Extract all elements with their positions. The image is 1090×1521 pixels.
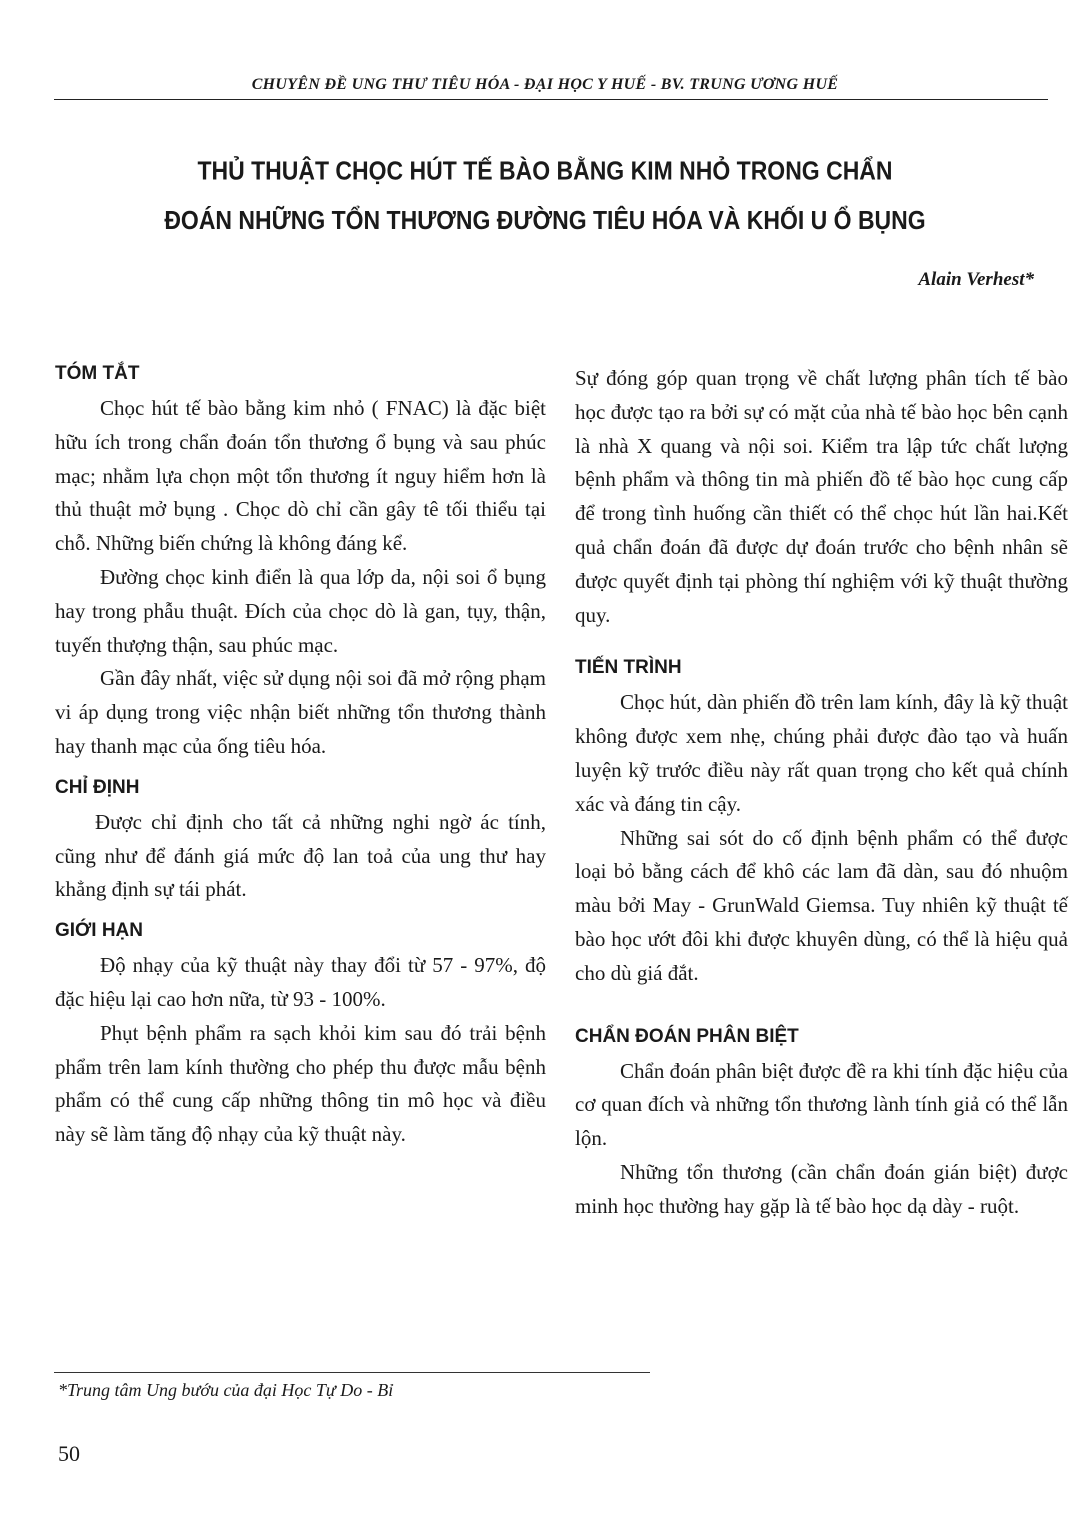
paragraph: Chẩn đoán phân biệt được đề ra khi tính đặc hiệu của cơ quan đích và những tổn thương lành tính giả có thể lẫn lộn. <box>575 1058 1068 1151</box>
paragraph: Những sai sót do cố định bệnh phẩm có thể được loại bỏ bằng cách để khô các lam đã dàn, sau đó nhuộm màu bởi May - GrunWald Giemsa. Tuy nhiên kỹ thuật tế bào học ướt đôi khi được khuyên dùng, có thể là hiệu quả cho dù giá đắt. <box>575 825 1068 985</box>
paragraph: Những tổn thương (cần chẩn đoán gián biệt) được minh học thường hay gặp là tế bào học dạ dày - ruột. <box>575 1159 1068 1218</box>
paragraph: Được chỉ định cho tất cả những nghi ngờ ác tính, cũng như để đánh giá mức độ lan toả của ung thư hay khẳng định sự tái phát. <box>55 809 546 902</box>
paragraph: Chọc hút, dàn phiến đồ trên lam kính, đây là kỹ thuật không được xem nhẹ, chúng phải được đào tạo và huấn luyện kỹ trước điều này rất quan trọng cho kết quả chính xác và đáng tin cậy. <box>575 690 1068 816</box>
paragraph: Đường chọc kinh điển là qua lớp da, nội soi ổ bụng hay trong phẫu thuật. Đích của chọc dò là gan, tụy, thận, tuyến thượng thận, sau phúc mạc. <box>55 564 546 657</box>
author: Alain Verhest* <box>918 269 1034 290</box>
heading-chan-doan-phan-biet: CHẨN ĐOÁN PHÂN BIỆT <box>575 1025 799 1047</box>
title-line-1: THỦ THUẬT CHỌC HÚT TẾ BÀO BẰNG KIM NHỎ TRONG CHẨN <box>197 156 893 186</box>
footnote: *Trung tâm Ung bướu của đại Học Tự Do - Bỉ <box>58 1380 394 1400</box>
running-header: CHUYÊN ĐỀ UNG THƯ TIÊU HÓA - ĐẠI HỌC Y HUẾ - BV. TRUNG ƯƠNG HUẾ <box>251 76 839 93</box>
paragraph: Sự đóng góp quan trọng về chất lượng phân tích tế bào học được tạo ra bởi sự có mặt của nhà tế bào học bên cạnh là nhà X quang và nội soi. Kiểm tra lập tức chất lượng bệnh phẩm và thông tin mà phiến đồ tế bào học cung cấp để trong tình huống cần thiết có thể chọc hút lần hai.Kết quả chẩn đoán đã được dự đoán trước cho bệnh nhân sẽ được quyết định tại phòng thí nghiệm với kỹ thuật thường quy. <box>575 366 1068 627</box>
paragraph: Gần đây nhất, việc sử dụng nội soi đã mở rộng phạm vi áp dụng trong việc nhận biết những tổn thương thành hay thanh mạc của ống tiêu hóa. <box>55 666 546 758</box>
article-title <box>100 146 990 245</box>
left-column <box>55 362 546 1152</box>
heading-tom-tat: TÓM TẮT <box>55 363 140 384</box>
heading-gioi-han: GIỚI HẠN <box>55 920 143 942</box>
header-rule <box>54 99 1048 100</box>
title-line-2: ĐOÁN NHỮNG TỔN THƯƠNG ĐƯỜNG TIÊU HÓA VÀ KHỐI U Ổ BỤNG <box>164 205 926 235</box>
paragraph: Chọc hút tế bào bằng kim nhỏ ( FNAC) là đặc biệt hữu ích trong chẩn đoán tổn thương ổ bụng và sau phúc mạc; nhằm lựa chọn một tổn thương ít nguy hiểm hơn là thủ thuật mở bụng . Chọc dò chỉ cần gây tê tối thiểu tại chỗ. Những biến chứng là không đáng kể. <box>55 396 546 556</box>
paragraph: Độ nhạy của kỹ thuật này thay đổi từ 57 - 97%, độ đặc hiệu lại cao hơn nữa, từ 93 - 100%. <box>55 953 546 1011</box>
paragraph: Phụt bệnh phẩm ra sạch khỏi kim sau đó trải bệnh phẩm trên lam kính thường cho phép thu được mẫu bệnh phẩm có thể cung cấp những thông tin mô học và điều này sẽ làm tăng độ nhạy của kỹ thuật này. <box>55 1020 546 1147</box>
heading-chi-dinh: CHỈ ĐỊNH <box>55 776 140 798</box>
heading-tien-trinh: TIẾN TRÌNH <box>575 657 682 679</box>
right-column <box>575 362 1068 1224</box>
page-number: 50 <box>58 1441 80 1466</box>
footnote-rule <box>54 1372 650 1373</box>
